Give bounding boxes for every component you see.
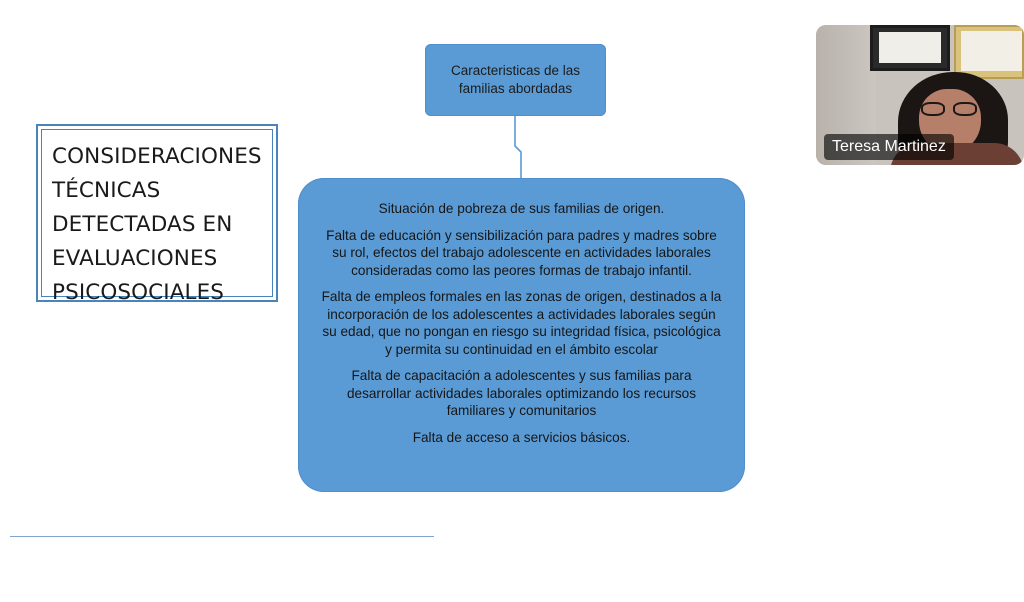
slide-title-box — [36, 124, 278, 305]
list-item: Situación de pobreza de sus familias de origen. — [378, 201, 665, 216]
slide-divider-line — [10, 536, 434, 537]
diagram-top-node — [425, 44, 606, 116]
list-item: Falta de educación y sensibilización para padres y madres sobre su rol, efectos del trabajo adolescente en actividades laborales consideradas como las peores formas de trabajo infantil. — [326, 227, 717, 278]
participant-glasses — [917, 102, 983, 118]
diagram-main-node — [298, 178, 745, 492]
list-item: Falta de acceso a servicios básicos. — [412, 429, 631, 445]
participant-name-label: Teresa Martinez — [824, 134, 954, 160]
top-node-label: Caracteristicas de las familias abordadas — [450, 63, 581, 96]
slide-title: CONSIDERACIONES TÉCNICAS DETECTADAS EN EVALUACIONES PSICOSOCIALES — [52, 144, 262, 305]
slide-title-inner-border — [41, 129, 273, 305]
participant-video-tile[interactable] — [816, 25, 1024, 165]
list-item: Falta de capacitación a adolescentes y sus familias para desarrollar actividades laborales optimizando los recursos familiares y comunitarios — [346, 368, 697, 418]
list-item: Falta de empleos formales en las zonas de origen, destinados a la incorporación de los adolescentes a actividades laborales según su edad, que no pongan en riesgo su integridad física, psicológica y permita su continuidad en el ámbito escolar — [321, 289, 722, 357]
wall-certificate-picture — [954, 25, 1024, 79]
wall-frame-picture — [870, 25, 950, 71]
